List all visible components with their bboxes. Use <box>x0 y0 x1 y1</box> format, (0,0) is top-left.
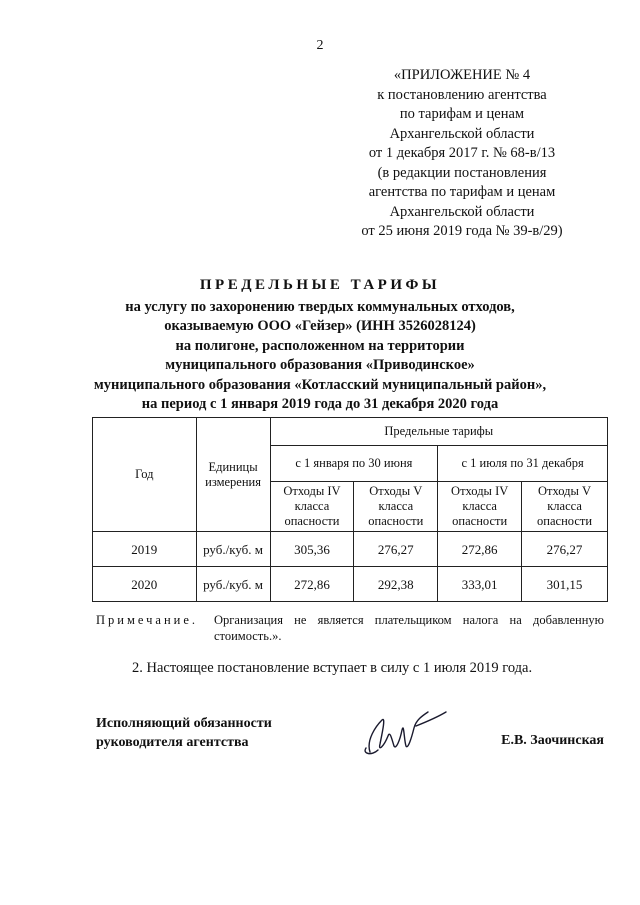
handwritten-signature <box>352 700 452 770</box>
header-tariffs-group: Предельные тарифы <box>270 418 607 446</box>
header-period-2: с 1 июля по 31 декабря <box>438 446 608 482</box>
signer-position <box>96 714 272 752</box>
appendix-line: Архангельской области <box>389 125 535 142</box>
cell-p2-iv: 333,01 <box>438 567 522 602</box>
title-line: на период с 1 января 2019 года до 31 декабря 2020 года <box>141 396 499 412</box>
cell-year: 2019 <box>93 532 197 567</box>
appendix-line: Архангельской области <box>389 203 535 220</box>
note-block <box>96 612 604 644</box>
header-p2-class-v: Отходы V класса опасности <box>522 482 608 532</box>
header-p2-class-iv: Отходы IV класса опасности <box>438 482 522 532</box>
cell-p2-v: 276,27 <box>522 532 608 567</box>
cell-unit: руб./куб. м <box>196 532 270 567</box>
table-row <box>93 532 608 567</box>
appendix-line: от 25 июня 2019 года № 39-в/29) <box>361 223 563 239</box>
table-row <box>93 567 608 602</box>
cell-p1-iv: 305,36 <box>270 532 354 567</box>
appendix-block <box>332 66 592 242</box>
title-line: муниципального образования «Котласский муниципальный район», <box>93 376 547 393</box>
title-block <box>80 276 560 415</box>
clause-2: 2. Настоящее постановление вступает в силу с 1 июля 2019 года. <box>132 660 533 676</box>
appendix-line: от 1 декабря 2017 г. № 68-в/13 <box>368 145 556 161</box>
cell-p1-v: 292,38 <box>354 567 438 602</box>
cell-p1-iv: 272,86 <box>270 567 354 602</box>
document-heading: ПРЕДЕЛЬНЫЕ ТАРИФЫ <box>199 277 441 293</box>
cell-unit: руб./куб. м <box>196 567 270 602</box>
header-p1-class-iv: Отходы IV класса опасности <box>270 482 354 532</box>
cell-p1-v: 276,27 <box>354 532 438 567</box>
signer-position-line: руководителя агентства <box>96 735 249 750</box>
signer-name: Е.В. Заочинская <box>501 733 604 748</box>
title-line: на услугу по захоронению твердых коммунальных отходов, <box>125 298 515 315</box>
appendix-line: по тарифам и ценам <box>399 106 525 122</box>
appendix-line: агентства по тарифам и ценам <box>368 184 556 200</box>
tariffs-table <box>92 417 608 602</box>
cell-year: 2020 <box>93 567 197 602</box>
cell-p2-v: 301,15 <box>522 567 608 602</box>
title-line: муниципального образования «Приводинское» <box>165 357 475 373</box>
header-units: Единицы измерения <box>196 418 270 532</box>
note-text: Организация не является плательщиком налога на добавленную стоимость.». <box>214 613 604 643</box>
header-year: Год <box>93 418 197 532</box>
appendix-line: к постановлению агентства <box>377 86 547 103</box>
header-p1-class-v: Отходы V класса опасности <box>354 482 438 532</box>
title-line: оказываемую ООО «Гейзер» (ИНН 3526028124) <box>164 318 476 334</box>
cell-p2-iv: 272,86 <box>438 532 522 567</box>
note-label: Примечание. <box>96 613 199 627</box>
signer-position-line: Исполняющий обязанности <box>96 716 272 731</box>
appendix-line: (в редакции постановления <box>377 164 547 181</box>
title-line: на полигоне, расположенном на территории <box>175 337 465 354</box>
page-number: 2 <box>316 38 324 53</box>
header-period-1: с 1 января по 30 июня <box>270 446 438 482</box>
appendix-line: «ПРИЛОЖЕНИЕ № 4 <box>393 67 531 83</box>
